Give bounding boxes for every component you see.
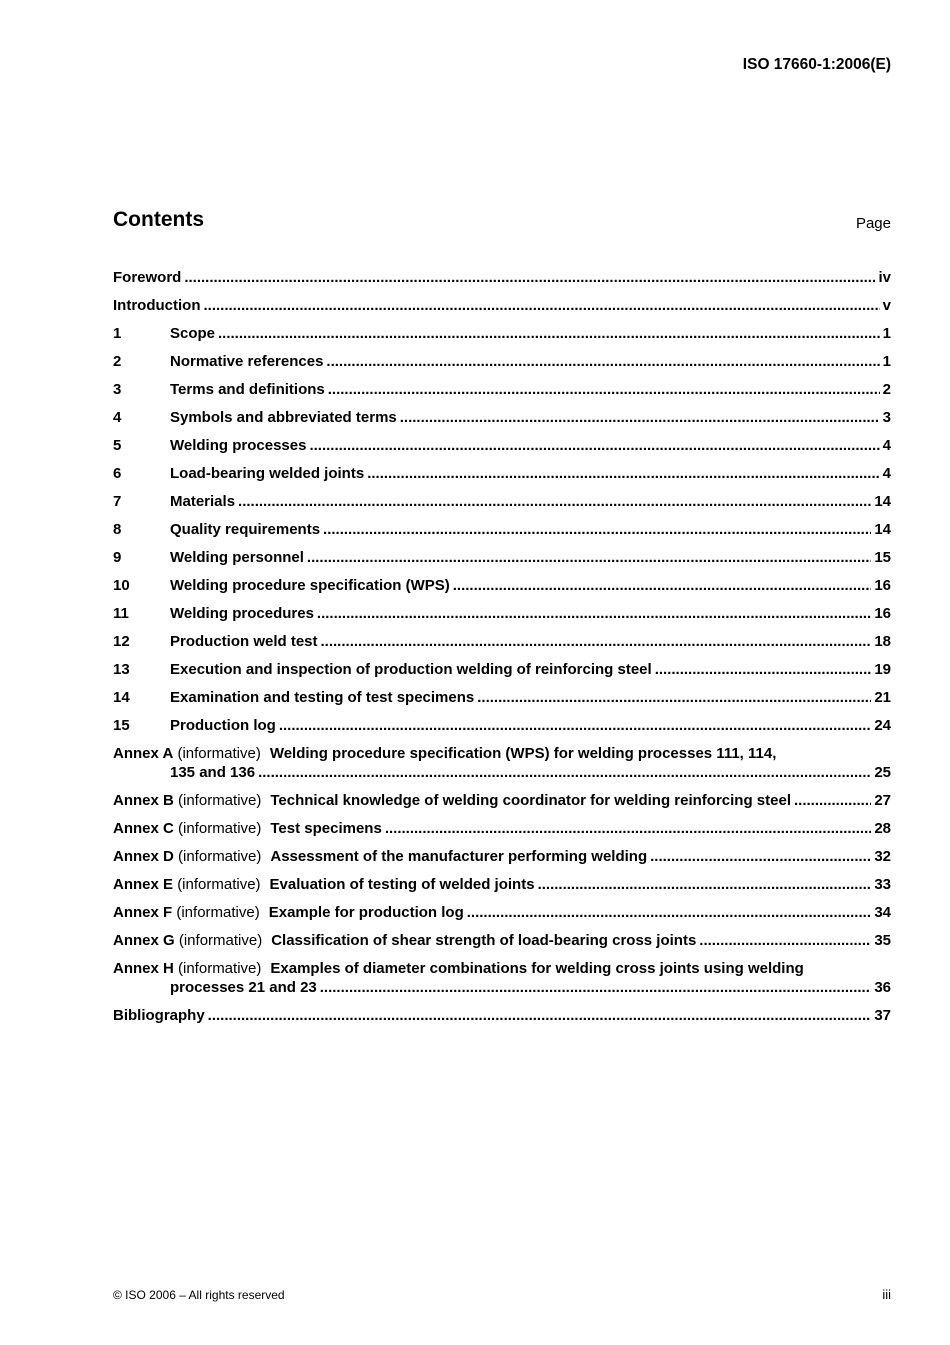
dot-leader [477, 688, 871, 707]
dot-leader [655, 660, 872, 679]
annex-label: Annex G [113, 932, 175, 949]
clause-number: 13 [113, 661, 130, 678]
toc-page: 3 [882, 409, 891, 426]
dot-leader [258, 763, 871, 782]
toc-entry-annex-b[interactable] [113, 791, 891, 810]
toc-title-continuation: 135 and 136 [170, 764, 256, 781]
dot-leader [218, 324, 880, 343]
toc-page: 14 [874, 521, 891, 538]
toc-entry-clause-6[interactable] [113, 464, 891, 483]
toc-entry-clause-15[interactable] [113, 716, 891, 735]
toc-entry-clause-8[interactable] [113, 520, 891, 539]
toc-title: Normative references [170, 353, 324, 370]
toc-title: Welding personnel [170, 549, 304, 566]
clause-number: 2 [113, 353, 122, 370]
toc-title: Classification of shear strength of load-bearing cross joints [271, 932, 697, 949]
toc-entry-annex-e[interactable] [113, 875, 891, 894]
toc-entry-annex-f[interactable] [113, 903, 891, 922]
annex-type: (informative) [176, 904, 260, 921]
toc-page: 21 [874, 689, 891, 706]
toc-page: 28 [874, 820, 891, 837]
clause-number: 10 [113, 577, 130, 594]
annex-type: (informative) [177, 876, 261, 893]
annex-label: Annex C [113, 820, 174, 837]
toc-entry-clause-5[interactable] [113, 436, 891, 455]
dot-leader [367, 464, 879, 483]
annex-label: Annex A [113, 745, 174, 762]
dot-leader [184, 268, 875, 287]
dot-leader [238, 492, 871, 511]
footer-page-number: iii [882, 1287, 891, 1302]
toc-page: 4 [882, 437, 891, 454]
toc-title: Welding processes [170, 437, 307, 454]
toc-title: Production weld test [170, 633, 318, 650]
toc-page: 2 [882, 381, 891, 398]
annex-label: Annex F [113, 904, 173, 921]
footer-copyright: © ISO 2006 – All rights reserved [113, 1288, 285, 1302]
toc-entry-foreword[interactable] [113, 268, 891, 287]
document-id: ISO 17660-1:2006(E) [742, 56, 891, 73]
toc-title: Introduction [113, 297, 201, 314]
toc-page: 35 [874, 932, 891, 949]
toc-entry-clause-2[interactable] [113, 352, 891, 371]
annex-type: (informative) [178, 792, 262, 809]
toc-entry-clause-10[interactable] [113, 576, 891, 595]
toc-entry-annex-a[interactable] [113, 744, 891, 782]
dot-leader [279, 716, 871, 735]
clause-number: 9 [113, 549, 122, 566]
annex-label: Annex H [113, 960, 174, 977]
toc-page: 27 [874, 792, 891, 809]
annex-label: Annex B [113, 792, 174, 809]
dot-leader [203, 296, 879, 315]
dot-leader [321, 632, 872, 651]
toc-page: 18 [874, 633, 891, 650]
clause-number: 5 [113, 437, 122, 454]
dot-leader [309, 436, 879, 455]
annex-label: Annex D [113, 848, 174, 865]
clause-number: 6 [113, 465, 122, 482]
clause-number: 15 [113, 717, 130, 734]
toc-title: Assessment of the manufacturer performing welding [270, 848, 648, 865]
toc-page: v [882, 297, 891, 314]
table-of-contents [113, 268, 891, 1034]
toc-page: 33 [874, 876, 891, 893]
clause-number: 1 [113, 325, 122, 342]
toc-entry-clause-12[interactable] [113, 632, 891, 651]
clause-number: 7 [113, 493, 122, 510]
toc-page: 37 [874, 1007, 891, 1024]
clause-number: 8 [113, 521, 122, 538]
toc-title: Test specimens [270, 820, 382, 837]
annex-label: Annex E [113, 876, 174, 893]
dot-leader [208, 1006, 872, 1025]
toc-entry-annex-c[interactable] [113, 819, 891, 838]
toc-entry-clause-3[interactable] [113, 380, 891, 399]
toc-title: Materials [170, 493, 236, 510]
toc-page: 15 [874, 549, 891, 566]
toc-entry-annex-h[interactable] [113, 959, 891, 997]
toc-title: Production log [170, 717, 276, 734]
toc-title: Welding procedure specification (WPS) for welding processes 111, 114, [269, 745, 777, 762]
annex-type: (informative) [178, 848, 262, 865]
dot-leader [320, 978, 872, 997]
toc-page: 14 [874, 493, 891, 510]
toc-title: Scope [170, 325, 216, 342]
toc-page: 36 [874, 979, 891, 996]
annex-type: (informative) [177, 745, 261, 762]
toc-title: Foreword [113, 269, 182, 286]
toc-page: 32 [874, 848, 891, 865]
toc-title: Bibliography [113, 1007, 205, 1024]
dot-leader [538, 875, 872, 894]
toc-entry-clause-11[interactable] [113, 604, 891, 623]
dot-leader [326, 352, 879, 371]
toc-title: Execution and inspection of production welding of reinforcing steel [170, 661, 652, 678]
dot-leader [794, 791, 871, 810]
toc-title: Evaluation of testing of welded joints [269, 876, 535, 893]
toc-entry-clause-14[interactable] [113, 688, 891, 707]
toc-entry-bibliography[interactable] [113, 1006, 891, 1025]
annex-type: (informative) [178, 820, 262, 837]
clause-number: 11 [113, 605, 129, 622]
toc-page: 4 [882, 465, 891, 482]
toc-title: Symbols and abbreviated terms [170, 409, 397, 426]
clause-number: 14 [113, 689, 130, 706]
toc-title: Welding procedures [170, 605, 314, 622]
dot-leader [323, 520, 871, 539]
dot-leader [467, 903, 872, 922]
toc-page: 19 [874, 661, 891, 678]
toc-entry-clause-4[interactable] [113, 408, 891, 427]
toc-page: 1 [882, 353, 891, 370]
toc-page: 25 [874, 764, 891, 781]
dot-leader [317, 604, 871, 623]
dot-leader [699, 931, 871, 950]
clause-number: 4 [113, 409, 122, 426]
toc-page: iv [878, 269, 891, 286]
toc-entry-annex-g[interactable] [113, 931, 891, 950]
toc-page: 24 [874, 717, 891, 734]
toc-title: Welding procedure specification (WPS) [170, 577, 450, 594]
toc-title: Example for production log [268, 904, 464, 921]
annex-type: (informative) [178, 960, 262, 977]
toc-entry-clause-13[interactable] [113, 660, 891, 679]
toc-title: Load-bearing welded joints [170, 465, 365, 482]
toc-page: 1 [882, 325, 891, 342]
annex-type: (informative) [178, 932, 263, 949]
toc-title: Examination and testing of test specimens [170, 689, 475, 706]
dot-leader [385, 819, 871, 838]
clause-number: 12 [113, 633, 130, 650]
clause-number: 3 [113, 381, 122, 398]
toc-title-continuation: processes 21 and 23 [170, 979, 317, 996]
toc-title: Quality requirements [170, 521, 321, 538]
toc-title: Terms and definitions [170, 381, 325, 398]
toc-entry-annex-d[interactable] [113, 847, 891, 866]
contents-title: Contents [113, 208, 204, 231]
toc-page: 16 [874, 605, 891, 622]
toc-entry-introduction[interactable] [113, 296, 891, 315]
toc-entry-clause-9[interactable] [113, 548, 891, 567]
toc-title: Examples of diameter combinations for welding cross joints using welding [270, 960, 804, 977]
toc-entry-clause-1[interactable] [113, 324, 891, 343]
toc-entry-clause-7[interactable] [113, 492, 891, 511]
dot-leader [328, 380, 880, 399]
dot-leader [453, 576, 872, 595]
toc-page: 16 [874, 577, 891, 594]
dot-leader [650, 847, 871, 866]
toc-title: Technical knowledge of welding coordinator for welding reinforcing steel [270, 792, 791, 809]
toc-page: 34 [874, 904, 891, 921]
page-column-heading: Page [855, 215, 891, 232]
dot-leader [307, 548, 871, 567]
dot-leader [400, 408, 880, 427]
